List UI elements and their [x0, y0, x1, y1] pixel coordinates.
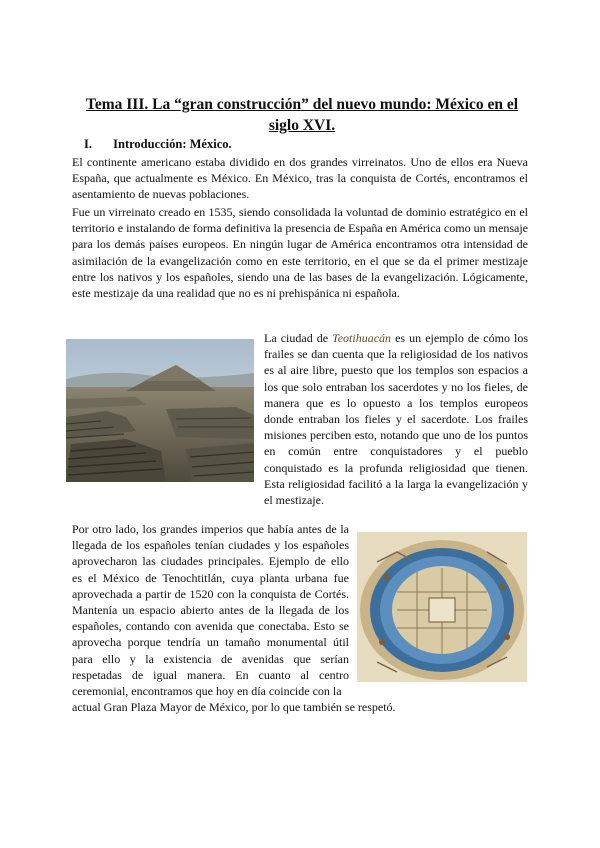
section-number: I.: [84, 137, 92, 151]
paragraph-virreinato: Fue un virreinato creado en 1535, siendo consolidada la voluntad de dominio estratégico en el territorio e instalando de forma definitiva la presencia de España en América como un mensaje para los demás países europeos. En ningún lugar de América encontramos otra intensidad de asimilación de la evangelización como en este territorio, en el que se da el primer mestizaje entre los nativos y los españoles, siendo una de las bases de la evangelización. Lógicamente, este mestizaje da una realidad que no es ni prehispánica ni española.: [72, 205, 528, 301]
section-heading: [84, 137, 232, 152]
p3-after: es un ejemplo de cómo los frailes se dan cuenta que la religiosidad de los nativos es al aire libre, puesto que los templos son espacios a los que solo entraban los sacerdotes y no los fieles, de manera que es lo opuesto a los templos europeos donde entraban los fieles y el sacerdote. Los frailes misiones perciben esto, notando que uno de los puntos en común entre conquistadores y el pueblo conquistado es la profunda religiosidad que tienen. Esta religiosidad facilitó a la larga la evangelización y el mestizaje.: [264, 331, 529, 508]
tenochtitlan-map: [357, 532, 527, 682]
paragraph-intro: El continente americano estaba dividido en dos grandes virreinatos. Uno de ellos era Nueva España, que actualmente es México. En México, tras la conquista de Cortés, encontramos el asentamiento de nuevas poblaciones.: [72, 155, 528, 202]
teotihuacan-photo: [66, 339, 254, 482]
section-label: Introducción: México.: [113, 137, 232, 151]
page-title: Tema III. La “gran construcción” del nuevo mundo: México en el siglo XVI.: [85, 96, 519, 134]
paragraph-tenochtitlan: Por otro lado, los grandes imperios que había antes de la llegada de los españoles tenían ciudades y los españoles aprovecharon las ciudades principales. Ejemplo de ello es el México de Tenochtitlán, cuya planta urbana fue aprovechada a partir de 1520 con la conquista de Cortés. Mantenía un espacio abierto antes de la llegada de los españoles, contando con avenida que conectaba. Esto se aprovecha porque tendría un tamaño monumental útil para ello y la existencia de avenidas que serían respetadas de igual manera. En cuanto al centro ceremonial, encontramos que hoy en día coincide con la: [72, 522, 349, 699]
teotihuacan-term: Teotihuacán: [332, 331, 392, 345]
p3-before: La ciudad de: [264, 331, 333, 345]
paragraph-teotihuacan: [264, 330, 528, 508]
paragraph-plaza-mayor: actual Gran Plaza Mayor de México, por lo que también se respetó.: [72, 700, 396, 714]
